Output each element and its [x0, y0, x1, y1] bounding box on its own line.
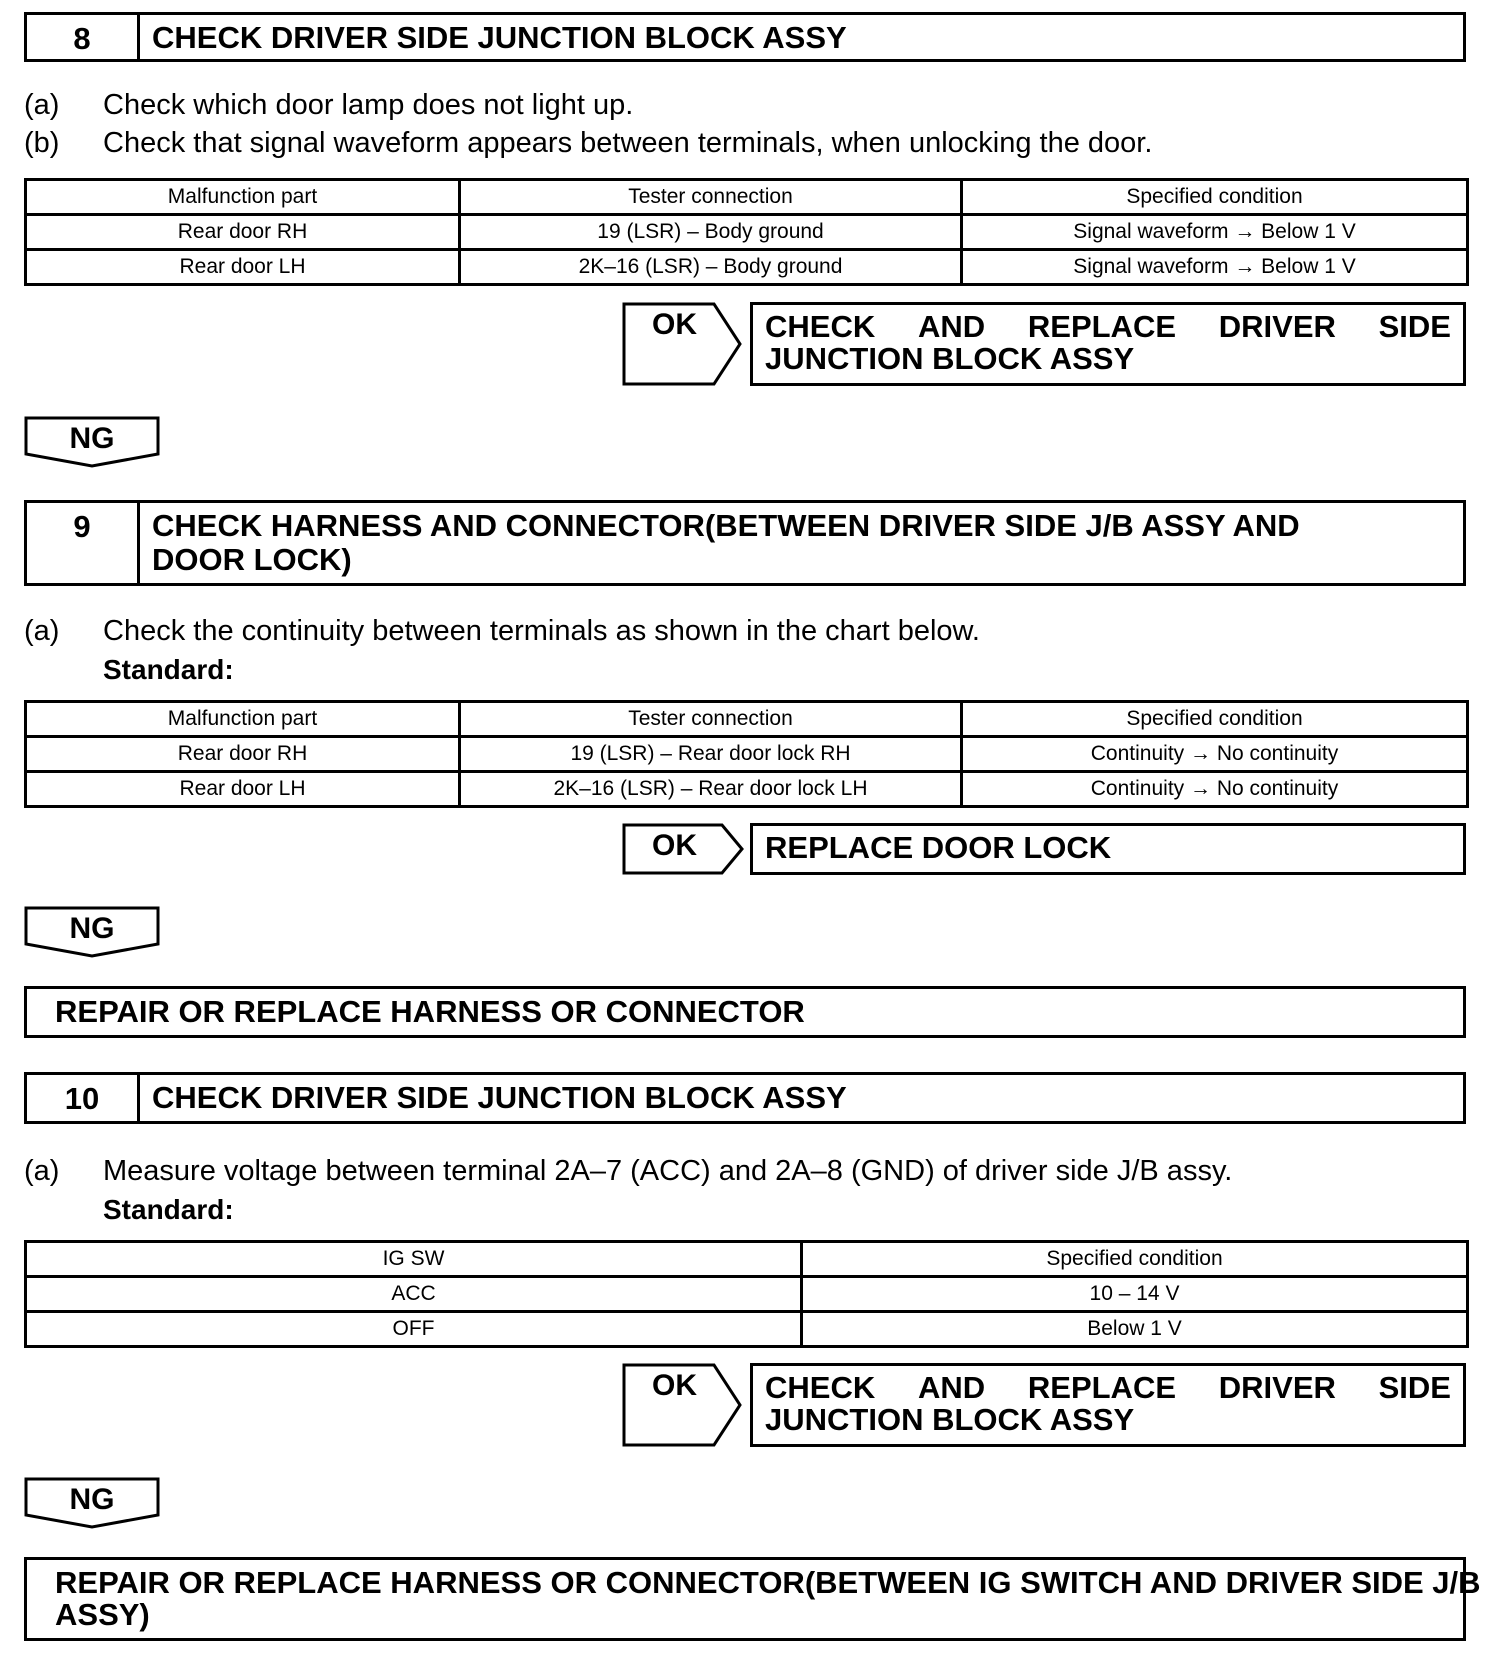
ng-label: NG: [69, 912, 115, 945]
ok-branch-arrow: [622, 823, 746, 875]
instruction-label: (a): [24, 615, 60, 647]
step-number: 9: [27, 503, 140, 583]
step-8-spec-table: [24, 178, 1469, 286]
table-cell: Continuity → No continuity: [962, 737, 1468, 772]
standard-label: Standard:: [103, 654, 234, 685]
step-10-header: [24, 1072, 1466, 1124]
table-cell: Rear door LH: [26, 772, 460, 807]
ok-result-box: [750, 823, 1466, 875]
step-title: CHECK DRIVER SIDE JUNCTION BLOCK ASSY: [152, 1080, 847, 1115]
column-header: Specified condition: [802, 1242, 1468, 1277]
instruction-text: Check that signal waveform appears between terminals, when unlocking the door.: [103, 127, 1153, 159]
result-word: AND: [917, 1370, 986, 1405]
table-cell: 19 (LSR) – Rear door lock RH: [460, 737, 962, 772]
table-header-row: [26, 180, 1468, 215]
table-cell: Signal waveform → Below 1 V: [962, 250, 1468, 285]
step-number: 8: [27, 15, 140, 59]
table-cell: Signal waveform → Below 1 V: [962, 215, 1468, 250]
result-word: CHECK: [765, 1370, 876, 1405]
step-8-header: [24, 12, 1466, 62]
instruction-text: Measure voltage between terminal 2A–7 (ACC) and 2A–8 (GND) of driver side J/B assy.: [103, 1155, 1233, 1187]
title-line-2: DOOR LOCK): [152, 542, 352, 577]
result-word: REPLACE: [1027, 1370, 1177, 1405]
step-10-spec-table: [24, 1240, 1469, 1348]
result-line-2: ASSY): [55, 1597, 150, 1632]
table-cell: 2K–16 (LSR) – Body ground: [460, 250, 962, 285]
ng-branch-arrow: [24, 906, 160, 958]
instruction-label: (a): [24, 89, 60, 121]
ng-label: NG: [69, 1483, 115, 1516]
table-cell: 2K–16 (LSR) – Rear door lock LH: [460, 772, 962, 807]
result-line-1: [765, 1372, 1451, 1404]
ok-label: OK: [652, 308, 697, 341]
result-word: REPLACE: [1027, 309, 1177, 344]
ok-label: OK: [652, 1369, 697, 1402]
table-cell: 19 (LSR) – Body ground: [460, 215, 962, 250]
step-title: [140, 503, 1463, 583]
ok-branch-arrow: [622, 302, 746, 386]
result-line-2: JUNCTION BLOCK ASSY: [765, 1402, 1135, 1437]
result-word: DRIVER: [1218, 309, 1336, 344]
table-row: [26, 250, 1468, 285]
ok-branch-arrow: [622, 1363, 746, 1447]
table-cell: Rear door RH: [26, 737, 460, 772]
result-word: CHECK: [765, 309, 876, 344]
table-header-row: [26, 702, 1468, 737]
step-title: CHECK DRIVER SIDE JUNCTION BLOCK ASSY: [152, 20, 847, 55]
step-9-spec-table: [24, 700, 1469, 808]
table-row: [26, 215, 1468, 250]
result-line-2: JUNCTION BLOCK ASSY: [765, 341, 1135, 376]
instruction-text: Check which door lamp does not light up.: [103, 89, 634, 121]
table-cell: Rear door RH: [26, 215, 460, 250]
table-cell: OFF: [26, 1312, 802, 1347]
result-text: REPLACE DOOR LOCK: [765, 830, 1112, 865]
result-text: REPAIR OR REPLACE HARNESS OR CONNECTOR: [55, 994, 805, 1029]
standard-label: Standard:: [103, 1194, 234, 1225]
ng-result-box: [24, 1557, 1481, 1641]
table-cell: Continuity → No continuity: [962, 772, 1468, 807]
ng-branch-arrow: [24, 416, 160, 468]
table-row: [26, 737, 1468, 772]
table-row: [26, 1277, 1468, 1312]
column-header: Malfunction part: [26, 180, 460, 215]
result-word: DRIVER: [1218, 1370, 1336, 1405]
result-word: AND: [917, 309, 986, 344]
table-cell: Below 1 V: [802, 1312, 1468, 1347]
column-header: Malfunction part: [26, 702, 460, 737]
column-header: IG SW: [26, 1242, 802, 1277]
ng-branch-arrow: [24, 1477, 160, 1529]
step-number: 10: [27, 1075, 140, 1121]
result-word: SIDE: [1378, 309, 1451, 344]
column-header: Specified condition: [962, 702, 1468, 737]
ok-label: OK: [652, 829, 697, 862]
title-line-1: CHECK HARNESS AND CONNECTOR(BETWEEN DRIVER SIDE J/B ASSY AND: [152, 508, 1300, 543]
ng-result-box: [24, 986, 1466, 1038]
table-cell: Rear door LH: [26, 250, 460, 285]
table-header-row: [26, 1242, 1468, 1277]
ok-result-box: [750, 1363, 1466, 1447]
table-cell: ACC: [26, 1277, 802, 1312]
column-header: Tester connection: [460, 702, 962, 737]
step-9-header: [24, 500, 1466, 586]
ok-result-box: [750, 302, 1466, 386]
table-row: [26, 1312, 1468, 1347]
table-cell: 10 – 14 V: [802, 1277, 1468, 1312]
column-header: Specified condition: [962, 180, 1468, 215]
instruction-label: (a): [24, 1155, 60, 1187]
instruction-text: Check the continuity between terminals as shown in the chart below.: [103, 615, 980, 647]
instruction-label: (b): [24, 127, 60, 159]
ng-label: NG: [69, 422, 115, 455]
result-word: SIDE: [1378, 1370, 1451, 1405]
table-row: [26, 772, 1468, 807]
result-line-1: [765, 311, 1451, 343]
column-header: Tester connection: [460, 180, 962, 215]
result-line-1: REPAIR OR REPLACE HARNESS OR CONNECTOR(BETWEEN IG SWITCH AND DRIVER SIDE J/B: [55, 1565, 1481, 1600]
